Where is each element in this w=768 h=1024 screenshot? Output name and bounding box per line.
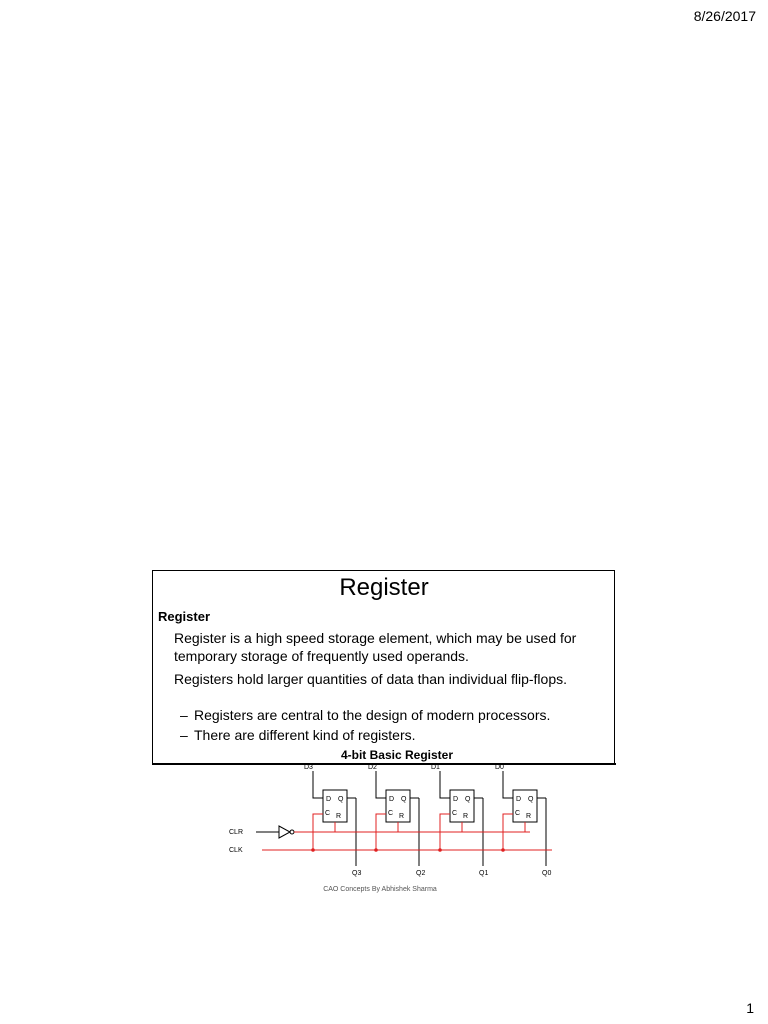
input-label-d1: D1 xyxy=(431,764,440,771)
bullet-marker: – xyxy=(180,727,188,743)
section-heading: Register xyxy=(158,609,211,624)
paragraph-1: Register is a high speed storage element, which may be used for temporary storage of frequently used operands. xyxy=(174,630,577,664)
flipflop-3 xyxy=(323,790,347,822)
output-label-q0: Q0 xyxy=(542,870,552,877)
flipflop-1 xyxy=(450,790,474,822)
page-date: 8/26/2017 xyxy=(693,8,756,24)
svg-text:C: C xyxy=(515,810,521,817)
bullet-1 xyxy=(180,706,550,724)
page-number: 1 xyxy=(746,1000,754,1016)
bullet-2 xyxy=(180,726,416,744)
svg-text:Q: Q xyxy=(528,796,534,803)
output-label-q2: Q2 xyxy=(416,870,426,877)
svg-text:Q: Q xyxy=(401,796,407,803)
input-label-d2: D2 xyxy=(368,764,377,771)
svg-text:R: R xyxy=(399,813,405,820)
flipflop-2 xyxy=(386,790,410,822)
output-label-q1: Q1 xyxy=(479,870,489,877)
figure-title: 4-bit Basic Register xyxy=(230,748,564,762)
bullet-text: There are different kind of registers. xyxy=(194,727,416,743)
register-circuit-diagram xyxy=(212,762,562,878)
svg-text:C: C xyxy=(388,810,394,817)
output-label-q3: Q3 xyxy=(352,870,362,877)
control-label-clr: CLR xyxy=(229,829,244,836)
svg-text:C: C xyxy=(325,810,331,817)
svg-text:R: R xyxy=(463,813,469,820)
svg-text:Q: Q xyxy=(465,796,471,803)
svg-text:D: D xyxy=(389,796,395,803)
slide-title: Register xyxy=(339,574,429,601)
svg-text:R: R xyxy=(526,813,532,820)
svg-text:Q: Q xyxy=(338,796,344,803)
paragraph-2: Registers hold larger quantities of data than individual flip-flops. xyxy=(174,671,568,687)
input-label-d3: D3 xyxy=(304,764,313,771)
bullet-text: Registers are central to the design of modern processors. xyxy=(194,707,551,723)
figure-caption: CAO Concepts By Abhishek Sharma xyxy=(323,886,437,893)
bullet-marker: – xyxy=(180,707,188,723)
svg-text:D: D xyxy=(516,796,522,803)
flipflop-0 xyxy=(513,790,537,822)
input-label-d0: D0 xyxy=(495,764,504,771)
svg-text:D: D xyxy=(453,796,459,803)
svg-text:D: D xyxy=(326,796,332,803)
control-label-clk: CLK xyxy=(229,847,243,854)
svg-text:C: C xyxy=(452,810,458,817)
svg-text:R: R xyxy=(336,813,342,820)
